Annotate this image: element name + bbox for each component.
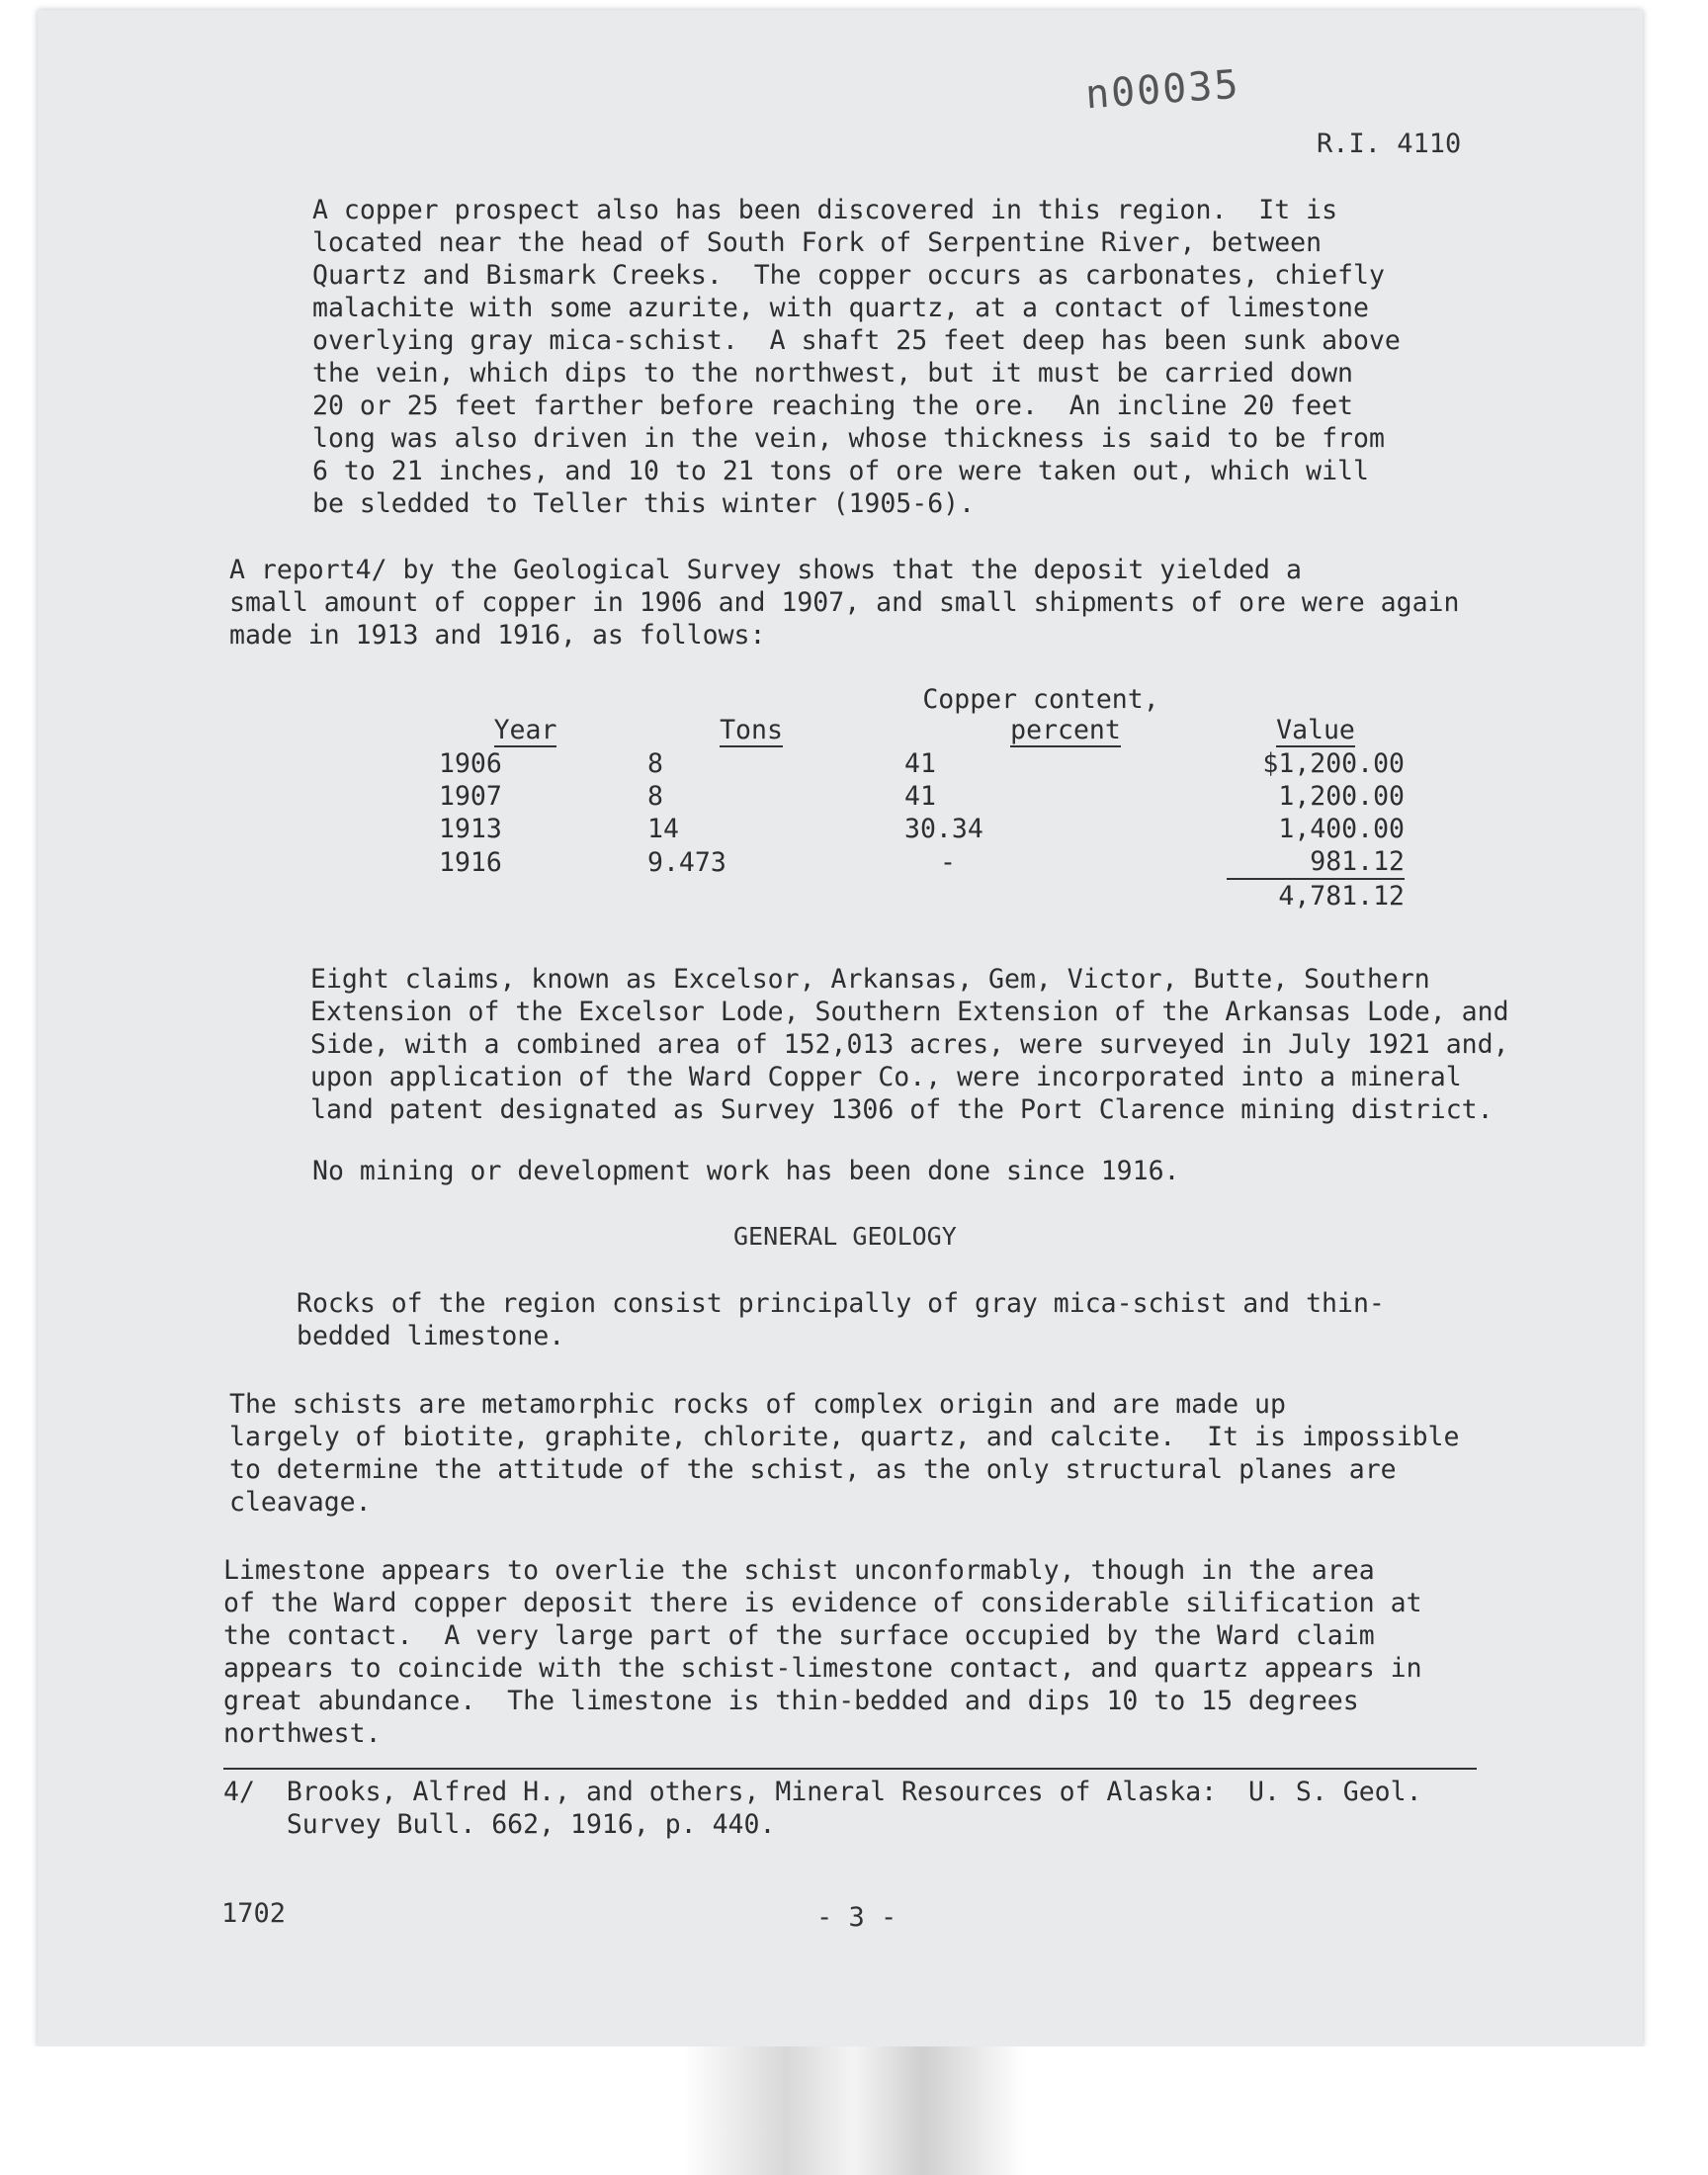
scan-edge [0, 2046, 1708, 2175]
footnote: 4/ Brooks, Alfred H., and others, Mineral Resources of Alaska: U. S. Geol. Survey Bull. 662, 1916, p. 440. [223, 1777, 1422, 1840]
header-percent: percent [1010, 715, 1121, 745]
paragraph-eight-claims: Eight claims, known as Excelsor, Arkansas, Gem, Victor, Butte, Southern Extension of the Excelsor Lode, Southern Extension of the Arkansas Lode, and Side, with a combined area of 152,013 acres, were surveyed in July 1921 and, upon application of the Ward Copper Co., were incorporated into a mineral land patent designated as Survey 1306 of the Port Clarence mining district. [310, 964, 1509, 1125]
table-row: 1907 8 41 1,200.00 [439, 781, 1405, 812]
paragraph-rocks: Rocks of the region consist principally of gray mica-schist and thin- bedded limestone. [297, 1288, 1385, 1351]
paragraph-limestone: Limestone appears to overlie the schist unconformably, though in the area of the Ward copper deposit there is evidence of considerable silification at the contact. A very large part of the surface occupied by the Ward claim appears to coincide with the schist-limestone contact, and quartz appears in great abundance. The limestone is thin-bedded and dips 10 to 15 degrees northwest. [223, 1555, 1422, 1749]
stamp-number: n00035 [1083, 61, 1241, 119]
report-id: R.I. 4110 [1317, 129, 1462, 159]
table-total-row [413, 879, 1405, 913]
header-tons: Tons [720, 715, 783, 745]
page-number: - 3 - [816, 1902, 897, 1933]
table-row: 1906 8 41 $1,200.00 [439, 748, 1405, 779]
footer-code: 1702 [221, 1898, 287, 1929]
footnote-rule [223, 1768, 1477, 1770]
header-year: Year [493, 715, 557, 745]
table-row: 1913 14 30.34 1,400.00 [439, 814, 1405, 844]
copper-production-table [413, 684, 1405, 913]
heading-general-geology: GENERAL GEOLOGY [733, 1222, 957, 1251]
paragraph-report: A report4/ by the Geological Survey shows that the deposit yielded a small amount of copper in 1906 and 1907, and small shipments of ore were again made in 1913 and 1916, as follows: [229, 555, 1460, 651]
table-total: 4,781.12 [1278, 881, 1405, 912]
paragraph-copper-prospect: A copper prospect also has been discovered in this region. It is located near the head of South Fork of Serpentine River, between Quartz and Bismark Creeks. The copper occurs as carbonates, chiefly malachite with some azurite, with quartz, at a contact of limestone overlying gray mica-schist. A shaft 25 feet deep has been sunk above the vein, which dips to the northwest, but it must be carried down 20 or 25 feet farther before reaching the ore. An incline 20 feet long was also driven in the vein, whose thickness is said to be from 6 to 21 inches, and 10 to 21 tons of ore were taken out, which will be sledded to Teller this winter (1905-6). [312, 195, 1401, 519]
paragraph-no-mining: No mining or development work has been done since 1916. [312, 1156, 1180, 1186]
header-copper-content: Copper content, [922, 684, 1159, 715]
header-value: Value [1276, 715, 1355, 745]
table-row: 1916 9.473 - 981.12 [439, 846, 1405, 878]
paragraph-schists: The schists are metamorphic rocks of complex origin and are made up largely of biotite, graphite, chlorite, quartz, and calcite. It is impossible to determine the attitude of the schist, as the only structural planes are cleavage. [229, 1389, 1460, 1518]
